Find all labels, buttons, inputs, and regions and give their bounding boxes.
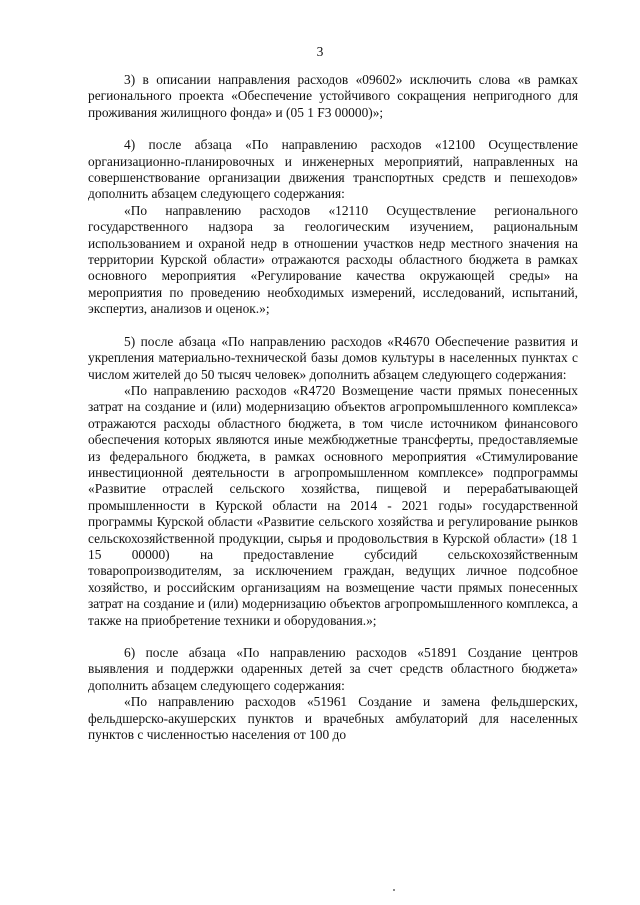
paragraph-item-6-quote: «По направлению расходов «51961 Создание и замена фельдшерских, фельдшерско-акушерских пунктов и врачебных амбулаторий для населенных пунктов с численностью населения от 100 до (88, 694, 578, 743)
paragraph-item-4: 4) после абзаца «По направлению расходов «12100 Осуществление организационно-планировочных и инженерных мероприятий, направленных на совершенствование организации движения транспортных средств и пешеходов» дополнить абзацем следующего содержания: (88, 137, 578, 202)
paragraph-item-4-quote: «По направлению расходов «12110 Осуществление регионального государственного надзора за геологическим изучением, рациональным использованием и охраной недр в отношении участков недр местного значения на территории Курской области» отражаются расходы областного бюджета в рамках основного мероприятия «Регулирование качества окружающей среды» на мероприятия по проведению необходимых измерений, исследований, испытаний, экспертиз, анализов и оценок.»; (88, 202, 578, 317)
paragraph-item-5: 5) после абзаца «По направлению расходов «R4670 Обеспечение развития и укрепления материально-технической базы домов культуры в населенных пунктах с числом жителей до 50 тысяч человек» дополнить абзацем следующего содержания: (88, 333, 578, 382)
scan-speck (393, 889, 395, 891)
paragraph-item-5-quote: «По направлению расходов «R4720 Возмещение части прямых понесенных затрат на создание и (или) модернизацию объектов агропромышленного комплекса» отражаются расходы областного бюджета, в том числе источником финансового обеспечения которых являются иные межбюджетные трансферты, предоставляемые из федерального бюджета, в рамках основного мероприятия «Стимулирование инвестиционной деятельности в агропромышленном комплексе» подпрограммы «Развитие отраслей сельского хозяйства, пищевой и перерабатывающей промышленности в Курской области на 2014 - 2021 годы» государственной программы Курской области «Развитие сельского хозяйства и регулирование рынков сельскохозяйственной продукции, сырья и продовольствия в Курской области» (18 1 15 00000) на предоставление субсидий сельскохозяйственным товаропроизводителям, за исключением граждан, ведущих личное подсобное хозяйство, и российским организациям на возмещение части прямых понесенных затрат на создание и (или) модернизацию объектов агропромышленного комплекса, а также на приобретение техники и оборудования.»; (88, 382, 578, 628)
paragraph-item-6: 6) после абзаца «По направлению расходов «51891 Создание центров выявления и поддержки одаренных детей за счет средств областного бюджета» дополнить абзацем следующего содержания: (88, 645, 578, 693)
document-body (88, 72, 578, 743)
page-number: 3 (316, 44, 324, 59)
paragraph-item-3: 3) в описании направления расходов «09602» исключить слова «в рамках регионального проекта «Обеспечение устойчивого сокращения непригодного для проживания жилищного фонда» и (05 1 F3 00000)»; (88, 72, 578, 120)
